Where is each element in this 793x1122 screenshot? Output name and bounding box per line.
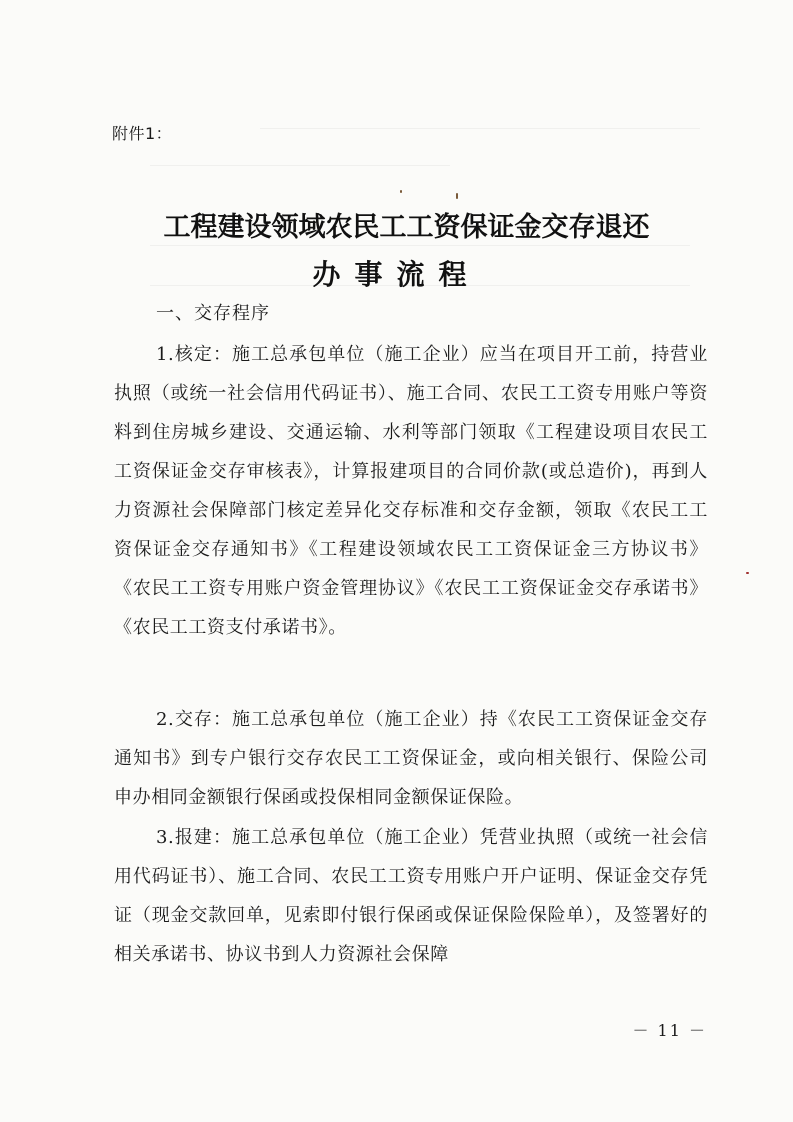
page-number: － 11 － (632, 1021, 707, 1040)
scan-speck (400, 190, 402, 193)
scan-artifact (150, 245, 690, 246)
attachment-label: 附件1： (112, 124, 173, 143)
paragraph-text: 1.核定：施工总承包单位（施工企业）应当在项目开工前，持营业执照（或统一社会信用代码证书）、施工合同、农民工工资专用账户等资料到住房城乡建设、交通运输、水利等部门领取《工程建设项目农民工工资保证金交存审核表》，计算报建项目的合同价款(或总造价)，再到人力资源社会保障部门核定差异化交存标准和交存金额，领取《农民工工资保证金交存通知书》《工程建设领域农民工工资保证金三方协议书》《农民工工资专用账户资金管理协议》《农民工工资保证金交存承诺书》《农民工工资支付承诺书》。 (114, 344, 708, 638)
scan-speck (456, 193, 458, 199)
section-heading: 一、交存程序 (156, 303, 270, 324)
scan-speck (746, 572, 749, 574)
scan-artifact (260, 128, 700, 129)
paragraph-verification (114, 335, 708, 647)
document-title-line2: 办事流程 (312, 258, 481, 291)
paragraph-text: 3.报建：施工总承包单位（施工企业）凭营业执照（或统一社会信用代码证书）、施工合同、农民工工资专用账户开户证明、保证金交存凭证（现金交款回单，见索即付银行保函或保证保险保险单），及签署好的相关承诺书、协议书到人力资源社会保障 (114, 827, 708, 965)
paragraph-deposit (114, 700, 708, 817)
document-title: 工程建设领域农民工工资保证金交存退还 (163, 212, 650, 243)
paragraph-text: 2.交存：施工总承包单位（施工企业）持《农民工工资保证金交存通知书》到专户银行交存农民工工资保证金，或向相关银行、保险公司申办相同金额银行保函或投保相同金额保证保险。 (114, 709, 708, 808)
paragraph-filing (114, 818, 708, 974)
scan-artifact (150, 165, 450, 166)
